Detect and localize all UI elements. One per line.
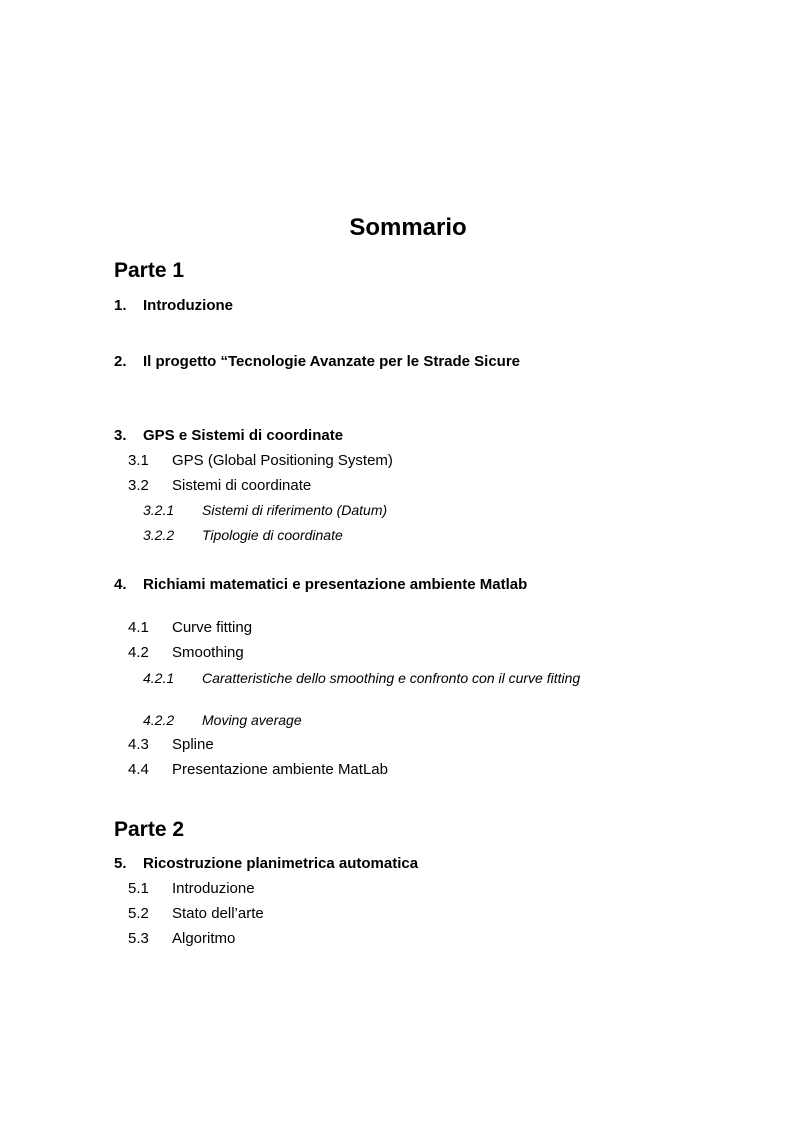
subsection-title: Caratteristiche dello smoothing e confronto con il curve fitting [202, 670, 581, 686]
section-title: Stato dell’arte [172, 905, 264, 922]
section-title: GPS (Global Positioning System) [172, 452, 393, 469]
section-title: Spline [172, 736, 214, 753]
subsection-title: Moving average [202, 712, 302, 728]
chapter-title: Introduzione [143, 297, 233, 314]
chapter-title: Richiami matematici e presentazione ambiente Matlab [143, 576, 528, 593]
section-title: Sistemi di coordinate [172, 477, 312, 494]
chapter-title: Ricostruzione planimetrica automatica [143, 855, 419, 872]
section-number: 3.1 [128, 452, 149, 469]
subsection-number: 4.2.1 [143, 670, 175, 686]
section-number: 4.1 [128, 619, 149, 636]
chapter-title: GPS e Sistemi di coordinate [143, 427, 344, 444]
chapter-number: 2. [114, 353, 127, 370]
part-heading: Parte 1 [114, 259, 185, 282]
section-number: 5.3 [128, 930, 149, 947]
subsection-number: 4.2.2 [143, 712, 175, 728]
section-number: 5.1 [128, 880, 149, 897]
section-number: 4.3 [128, 736, 149, 753]
chapter-number: 4. [114, 576, 127, 593]
subsection-title: Tipologie di coordinate [202, 527, 343, 543]
part-heading: Parte 2 [114, 818, 185, 841]
chapter-number: 5. [114, 855, 127, 872]
section-number: 4.2 [128, 644, 149, 661]
section-number: 4.4 [128, 761, 149, 778]
subsection-number: 3.2.1 [143, 502, 175, 518]
page-title: Sommario [349, 214, 467, 241]
chapter-title: Il progetto “Tecnologie Avanzate per le Strade Sicure [143, 353, 521, 370]
section-title: Curve fitting [172, 619, 253, 636]
chapter-number: 3. [114, 427, 127, 444]
section-title: Algoritmo [172, 930, 236, 947]
section-number: 5.2 [128, 905, 149, 922]
section-title: Presentazione ambiente MatLab [172, 761, 388, 778]
subsection-number: 3.2.2 [143, 527, 175, 543]
chapter-number: 1. [114, 297, 127, 314]
section-title: Smoothing [172, 644, 244, 661]
section-number: 3.2 [128, 477, 149, 494]
subsection-title: Sistemi di riferimento (Datum) [202, 502, 388, 518]
section-title: Introduzione [172, 880, 255, 897]
